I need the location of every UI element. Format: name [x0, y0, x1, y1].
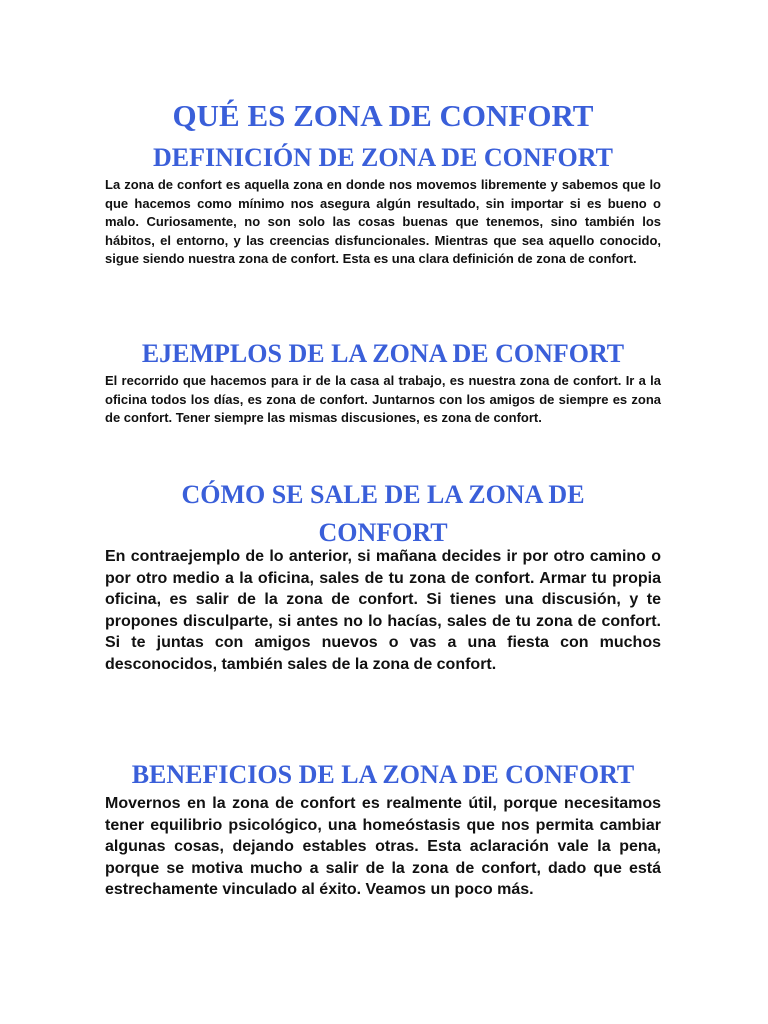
- section-text-definicion: La zona de confort es aquella zona en donde nos movemos libremente y sabemos que lo que hacemos como mínimo nos asegura algún resultado, sin importar si es bueno o malo. Curiosamente, no son solo las cosas buenas que tenemos, sino también los hábitos, el entorno, y las creencias disfuncionales. Mientras que sea aquello conocido, sigue siendo nuestra zona de confort. Esta es una clara definición de zona de confort.: [105, 177, 661, 266]
- section-heading-como-salir: CÓMO SE SALE DE LA ZONA DE CONFORT: [181, 480, 585, 547]
- document-title: QUÉ ES ZONA DE CONFORT: [172, 98, 594, 133]
- section-text-ejemplos: El recorrido que hacemos para ir de la casa al trabajo, es nuestra zona de confort. Ir a la oficina todos los días, es zona de confort. Juntarnos con los amigos de siempre es zona de confort. Tener siempre las mismas discusiones, es zona de confort.: [105, 373, 661, 425]
- section-heading-definicion: DEFINICIÓN DE ZONA DE CONFORT: [153, 143, 613, 172]
- section-heading-ejemplos: EJEMPLOS DE LA ZONA DE CONFORT: [141, 339, 625, 368]
- section-text-beneficios: Movernos en la zona de confort es realmente útil, porque necesitamos tener equilibrio psicológico, una homeóstasis que nos permita cambiar algunas cosas, dejando estables otras. Esta aclaración vale la pena, porque se motiva mucho a salir de la zona de confort, dado que está estrechamente vinculado al éxito. Veamos un poco más.: [105, 795, 661, 898]
- section-heading-beneficios: BENEFICIOS DE LA ZONA DE CONFORT: [131, 760, 635, 789]
- section-text-como-salir: En contraejemplo de lo anterior, si mañana decides ir por otro camino o por otro medio a la oficina, sales de tu zona de confort. Armar tu propia oficina, es salir de la zona de confort. Si tienes una discusión, y te propones disculparte, si antes no lo hacías, sales de tu zona de confort. Si te juntas con amigos nuevos o vas a una fiesta con muchos desconocidos, también sales de la zona de confort.: [105, 548, 661, 673]
